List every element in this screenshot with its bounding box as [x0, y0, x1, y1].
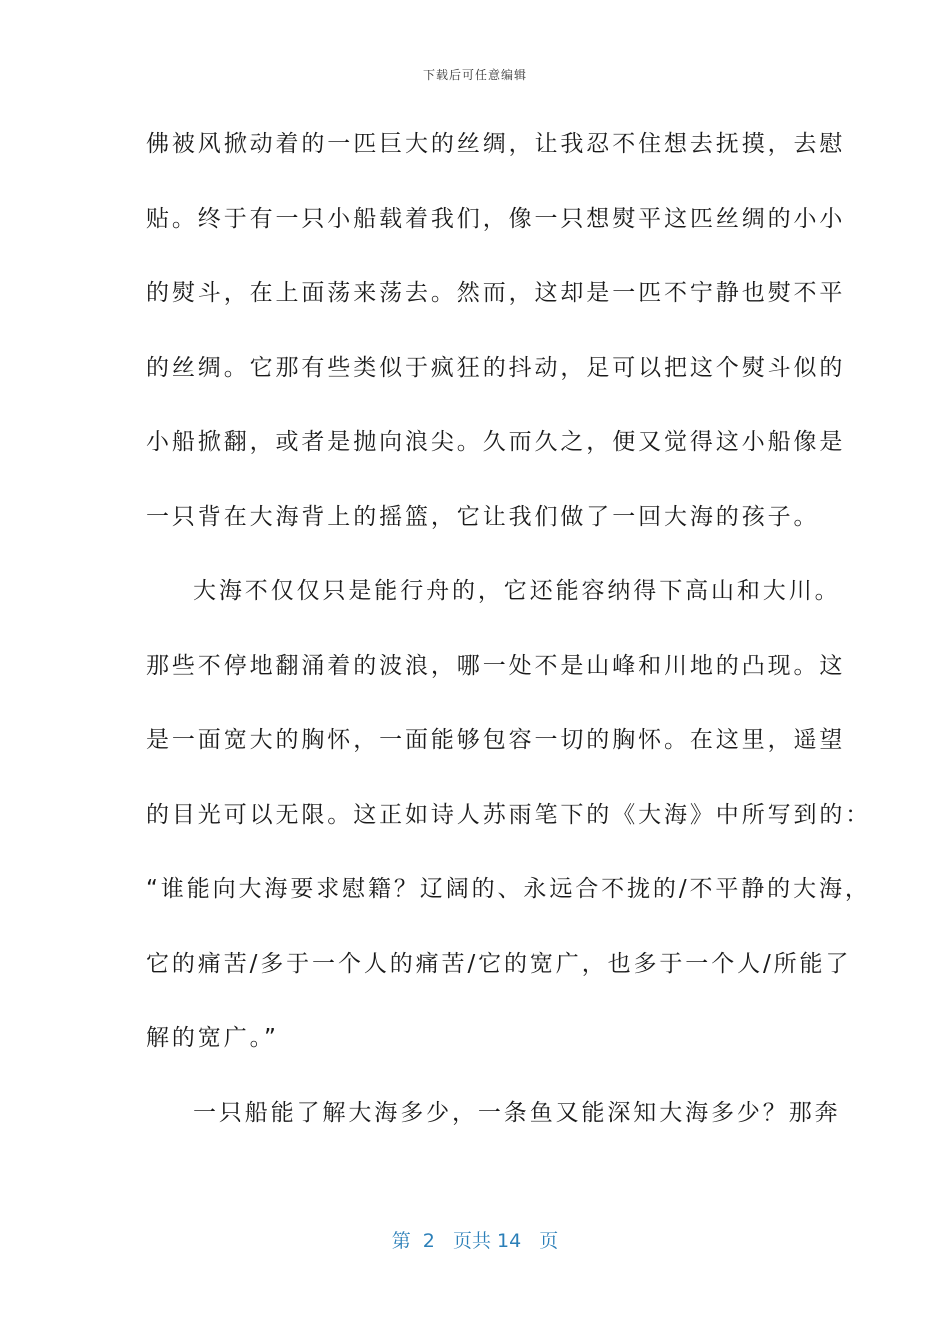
- text-line: 佛被风掀动着的一匹巨大的丝绸，让我忍不住想去抚摸，去慰: [146, 131, 846, 157]
- text-line: 是一面宽大的胸怀，一面能够包容一切的胸怀。在这里，遥望: [146, 727, 846, 753]
- text-line: “谁能向大海要求慰籍？辽阔的、永远合不拢的/不平静的大海，: [146, 876, 871, 902]
- text-line: 的熨斗，在上面荡来荡去。然而，这却是一匹不宁静也熨不平: [146, 280, 846, 306]
- text-line: 它的痛苦/多于一个人的痛苦/它的宽广，也多于一个人/所能了: [146, 950, 852, 977]
- page-number-footer: 第 2 页共 14 页: [391, 1230, 559, 1252]
- text-line: 贴。终于有一只小船载着我们，像一只想熨平这匹丝绸的小小: [146, 205, 846, 232]
- text-line: 小船掀翻，或者是抛向浪尖。久而久之，便又觉得这小船像是: [146, 429, 846, 455]
- header-note: 下载后可任意编辑: [422, 68, 527, 82]
- text-line: 一只背在大海背上的摇篮，它让我们做了一回大海的孩子。: [146, 503, 820, 530]
- text-line: 那些不停地翻涌着的波浪，哪一处不是山峰和川地的凸现。这: [146, 652, 846, 679]
- paragraph-start-line: 一只船能了解大海多少，一条鱼又能深知大海多少？那奔: [193, 1099, 841, 1126]
- paragraph-start-line: 大海不仅仅只是能行舟的，它还能容纳得下高山和大川。: [193, 578, 841, 604]
- text-line: 的目光可以无限。这正如诗人苏雨笔下的《大海》中所写到的：: [146, 801, 872, 828]
- text-line: 解的宽广。”: [146, 1025, 279, 1051]
- text-line: 的丝绸。它那有些类似于疯狂的抖动，足可以把这个熨斗似的: [146, 354, 846, 381]
- document-body: [146, 120, 872, 1163]
